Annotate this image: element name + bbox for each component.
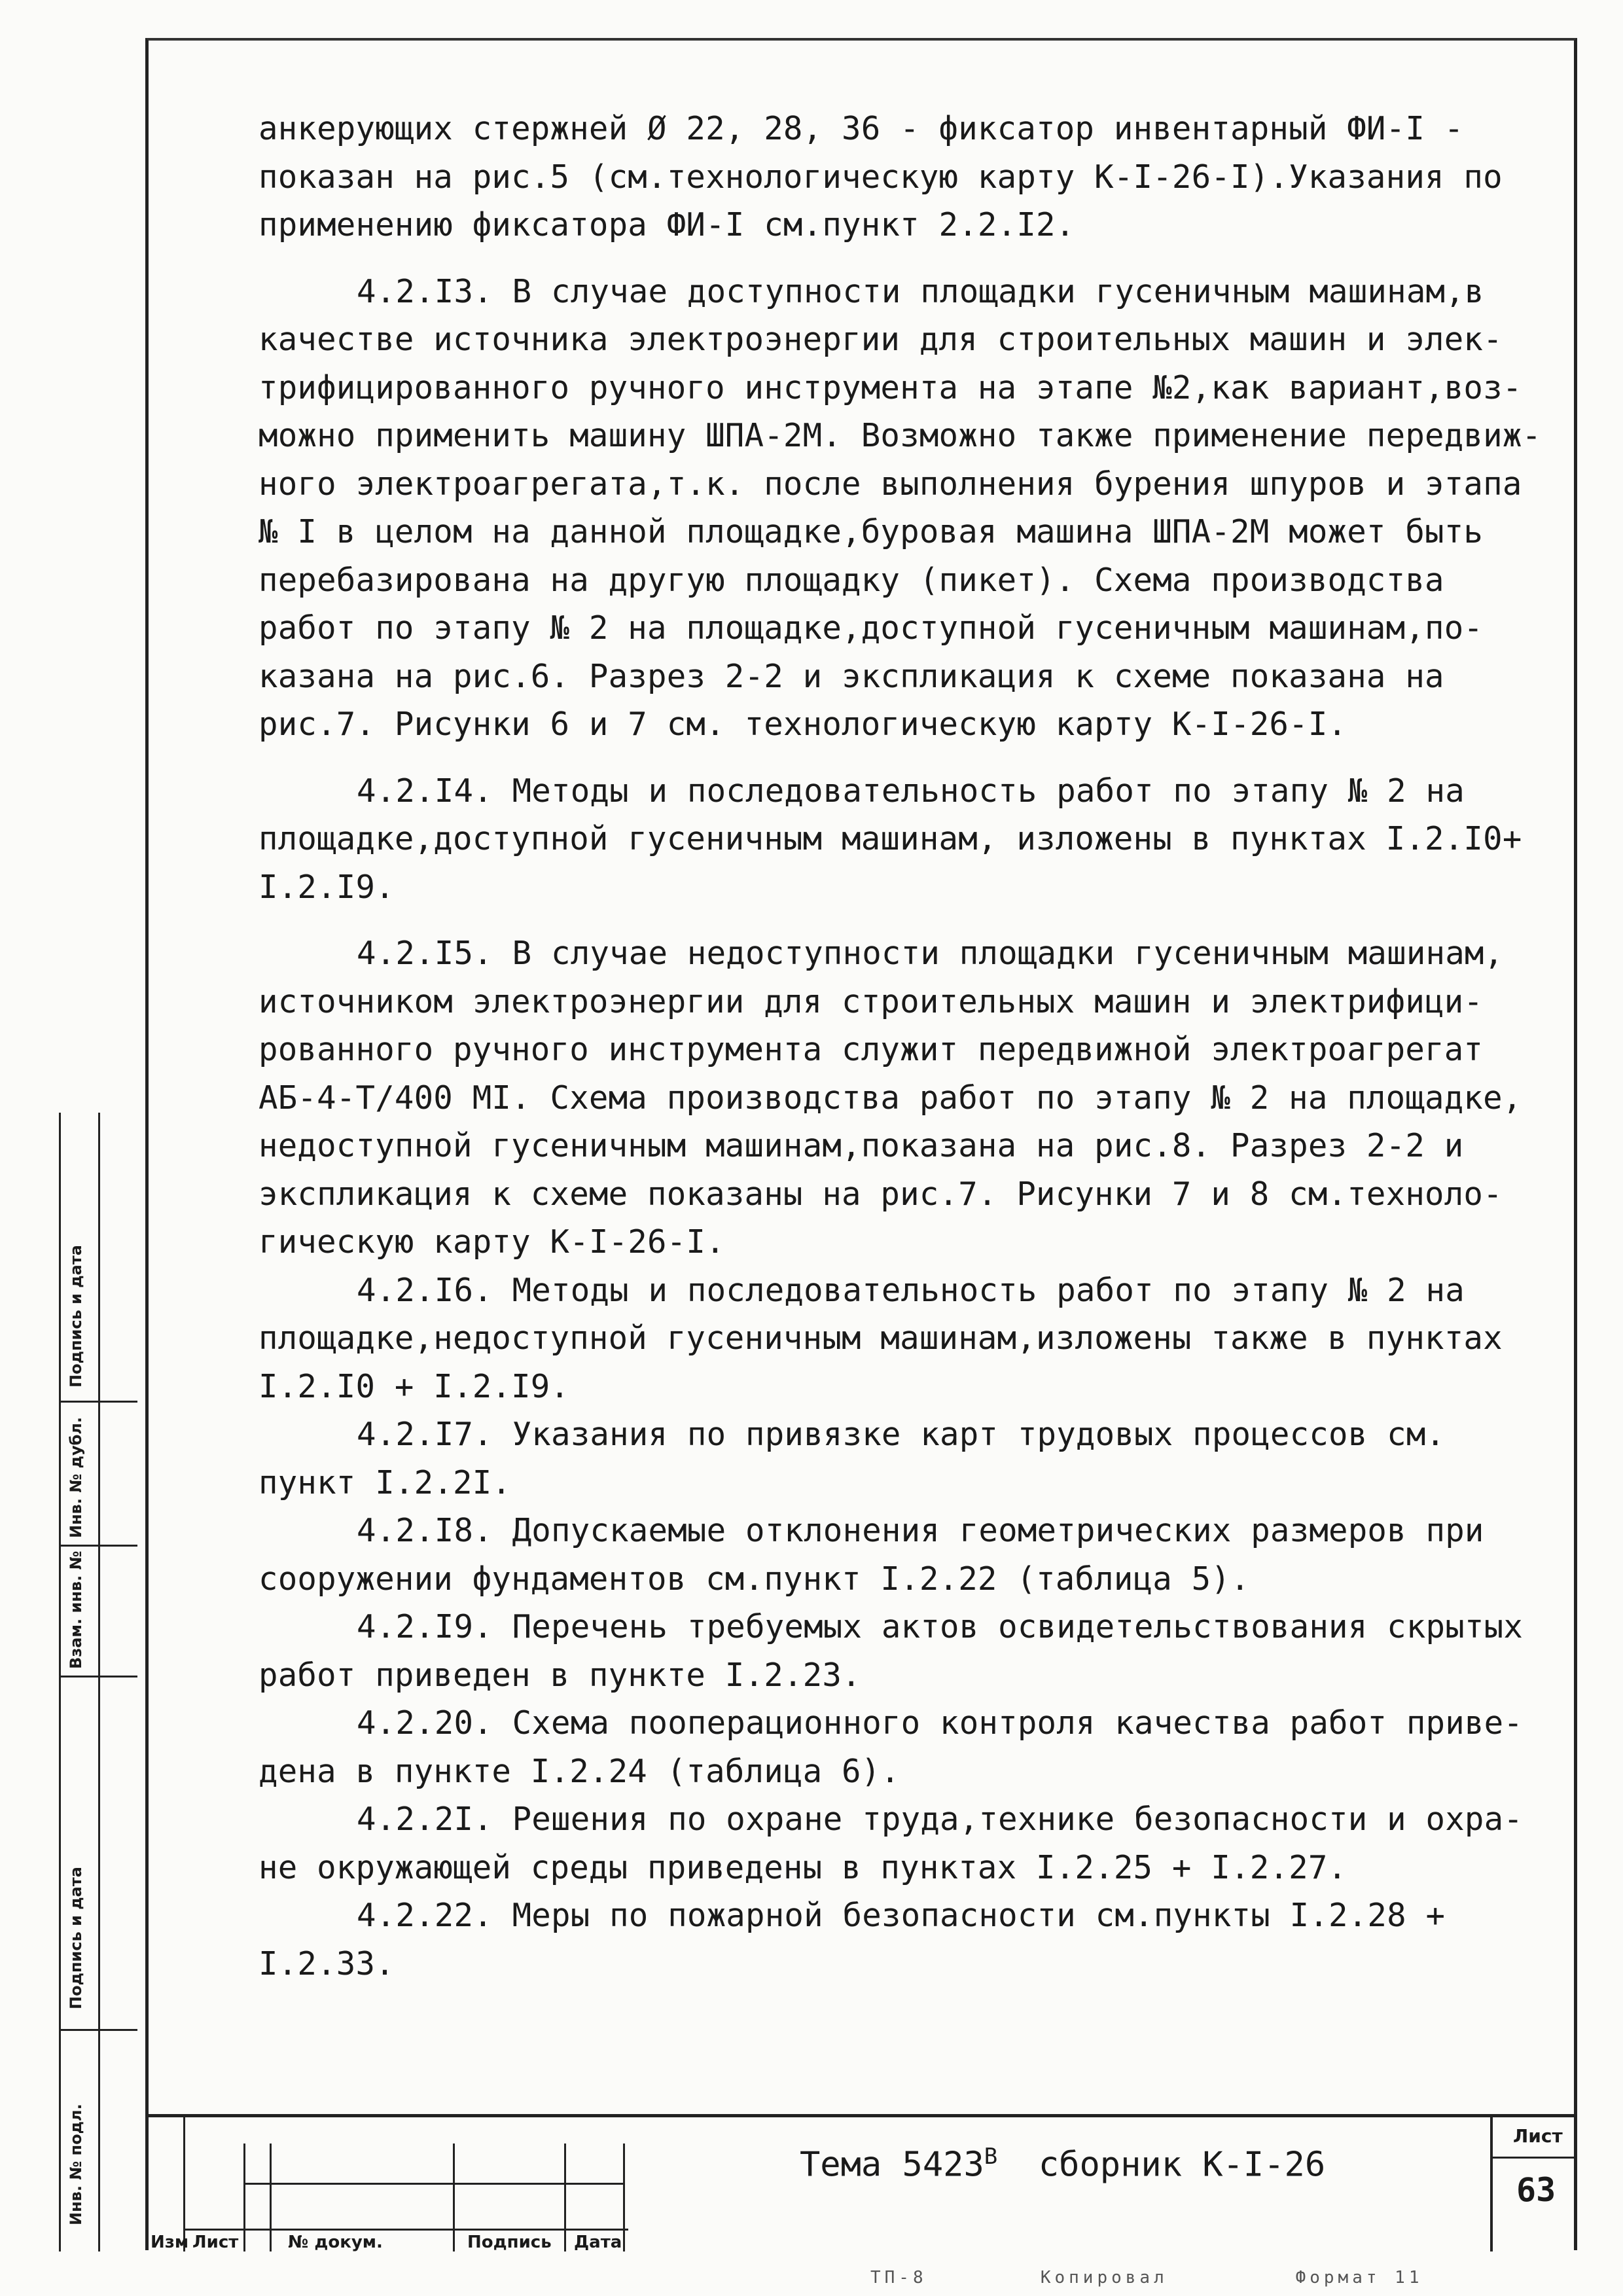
text-line: ного электроагрегата,т.к. после выполнения бурения шпуров и этапа <box>259 465 1522 503</box>
title-block <box>145 2114 1577 2251</box>
stamp-col-doc: № докум. <box>288 2233 383 2252</box>
text-line: 4.2.22. Меры по пожарной безопасности см.пункты I.2.28 + <box>357 1897 1446 1934</box>
text-line: 4.2.2I. Решения по охране труда,технике безопасности и охра- <box>357 1801 1524 1838</box>
text-line: пункт I.2.2I. <box>259 1463 512 1501</box>
text-line: 4.2.I3. В случае доступности площадки гусеничным машинам,в <box>357 272 1484 310</box>
text-line: работ приведен в пункте I.2.23. <box>259 1656 861 1694</box>
document-title: Тема $5423^В$ сборник К-I-26 <box>800 2144 1326 2185</box>
side-inv-dubl: Инв. № дубл. <box>67 1416 85 1538</box>
stamp-col-date: Дата <box>574 2233 622 2252</box>
text-line: I.2.I9. <box>259 868 395 906</box>
stamp-col-sign: Подпись <box>467 2233 552 2252</box>
side-inv-podl: Инв. № подл. <box>67 2104 85 2225</box>
text-line: гическую карту К-I-26-I. <box>259 1223 725 1261</box>
text-line: 4.2.I7. Указания по привязке карт трудовых процессов см. <box>357 1416 1446 1453</box>
text-line: экспликация к схеме показаны на рис.7. Рисунки 7 и 8 см.техноло- <box>259 1175 1503 1213</box>
text-line: № I в целом на данной площадке,буровая машина ШПА-2М может быть <box>259 513 1484 550</box>
text-line: рис.7. Рисунки 6 и 7 см. технологическую карту К-I-26-I. <box>259 706 1347 743</box>
text-line: перебазирована на другую площадку (пикет). Схема производства <box>259 561 1444 599</box>
text-line: можно применить машину ШПА-2М. Возможно также применение передвиж- <box>259 417 1542 454</box>
text-line: применению фиксатора ФИ-I см.пункт 2.2.I2. <box>259 206 1075 243</box>
text-line: показан на рис.5 (см.технологическую карту К-I-26-I).Указания по <box>259 158 1503 196</box>
text-line: 4.2.I8. Допускаемые отклонения геометрических размеров при <box>357 1512 1484 1549</box>
side-stamp <box>59 1113 137 2251</box>
sheet-number: 63 <box>1516 2171 1556 2209</box>
text-line: 4.2.I9. Перечень требуемых актов освидетельствования скрытых <box>357 1608 1524 1645</box>
text-line: качестве источника электроэнергии для строительных машин и элек- <box>259 321 1503 358</box>
document-body <box>259 105 1561 1988</box>
stamp-col-list: Лист <box>192 2233 239 2252</box>
text-line: сооружении фундаментов см.пункт I.2.22 (таблица 5). <box>259 1560 1250 1598</box>
text-line: 4.2.I6. Методы и последовательность работ по этапу № 2 на <box>357 1271 1465 1309</box>
text-line: 4.2.I5. В случае недоступности площадки гусеничным машинам, <box>357 935 1504 972</box>
text-line: не окружающей среды приведены в пунктах I.2.25 + I.2.27. <box>259 1848 1347 1886</box>
text-line: дена в пункте I.2.24 (таблица 6). <box>259 1752 901 1790</box>
text-line: I.2.33. <box>259 1945 395 1982</box>
text-line: работ по этапу № 2 на площадке,доступной гусеничным машинам,по- <box>259 609 1484 647</box>
text-line: 4.2.I4. Методы и последовательность работ по этапу № 2 на <box>357 772 1465 810</box>
side-sign-date-2: Подпись и дата <box>67 1245 85 1388</box>
text-line: площадке,недоступной гусеничным машинам,изложены также в пунктах <box>259 1319 1503 1357</box>
footer-scrap: ТП-8 Копировал Формат 11 <box>870 2268 1423 2287</box>
text-line: рованного ручного инструмента служит передвижной электроагрегат <box>259 1031 1484 1068</box>
text-line: I.2.I0 + I.2.I9. <box>259 1367 570 1405</box>
text-line: АБ-4-Т/400 МI. Схема производства работ по этапу № 2 на площадке, <box>259 1079 1522 1117</box>
text-line: 4.2.20. Схема пооперационного контроля качества работ приве- <box>357 1704 1524 1742</box>
text-line: недоступной гусеничным машинам,показана на рис.8. Разрез 2-2 и <box>259 1127 1464 1164</box>
text-line: казана на рис.6. Разрез 2-2 и экспликация к схеме показана на <box>259 657 1444 695</box>
sheet-label: Лист <box>1513 2125 1563 2147</box>
text-line: анкерующих стержней Ø 22, 28, 36 - фиксатор инвентарный ФИ-I - <box>259 110 1464 147</box>
text-line: источником электроэнергии для строительных машин и электрифици- <box>259 982 1484 1020</box>
text-line: площадке,доступной гусеничным машинам, изложены в пунктах I.2.I0+ <box>259 820 1522 857</box>
side-sign-date-1: Подпись и дата <box>67 1867 85 2009</box>
side-vzam: Взам. инв. № <box>67 1551 85 1669</box>
stamp-col-izm: Изм <box>151 2233 189 2252</box>
text-line: трифицированного ручного инструмента на этапе №2,как вариант,воз- <box>259 368 1522 406</box>
